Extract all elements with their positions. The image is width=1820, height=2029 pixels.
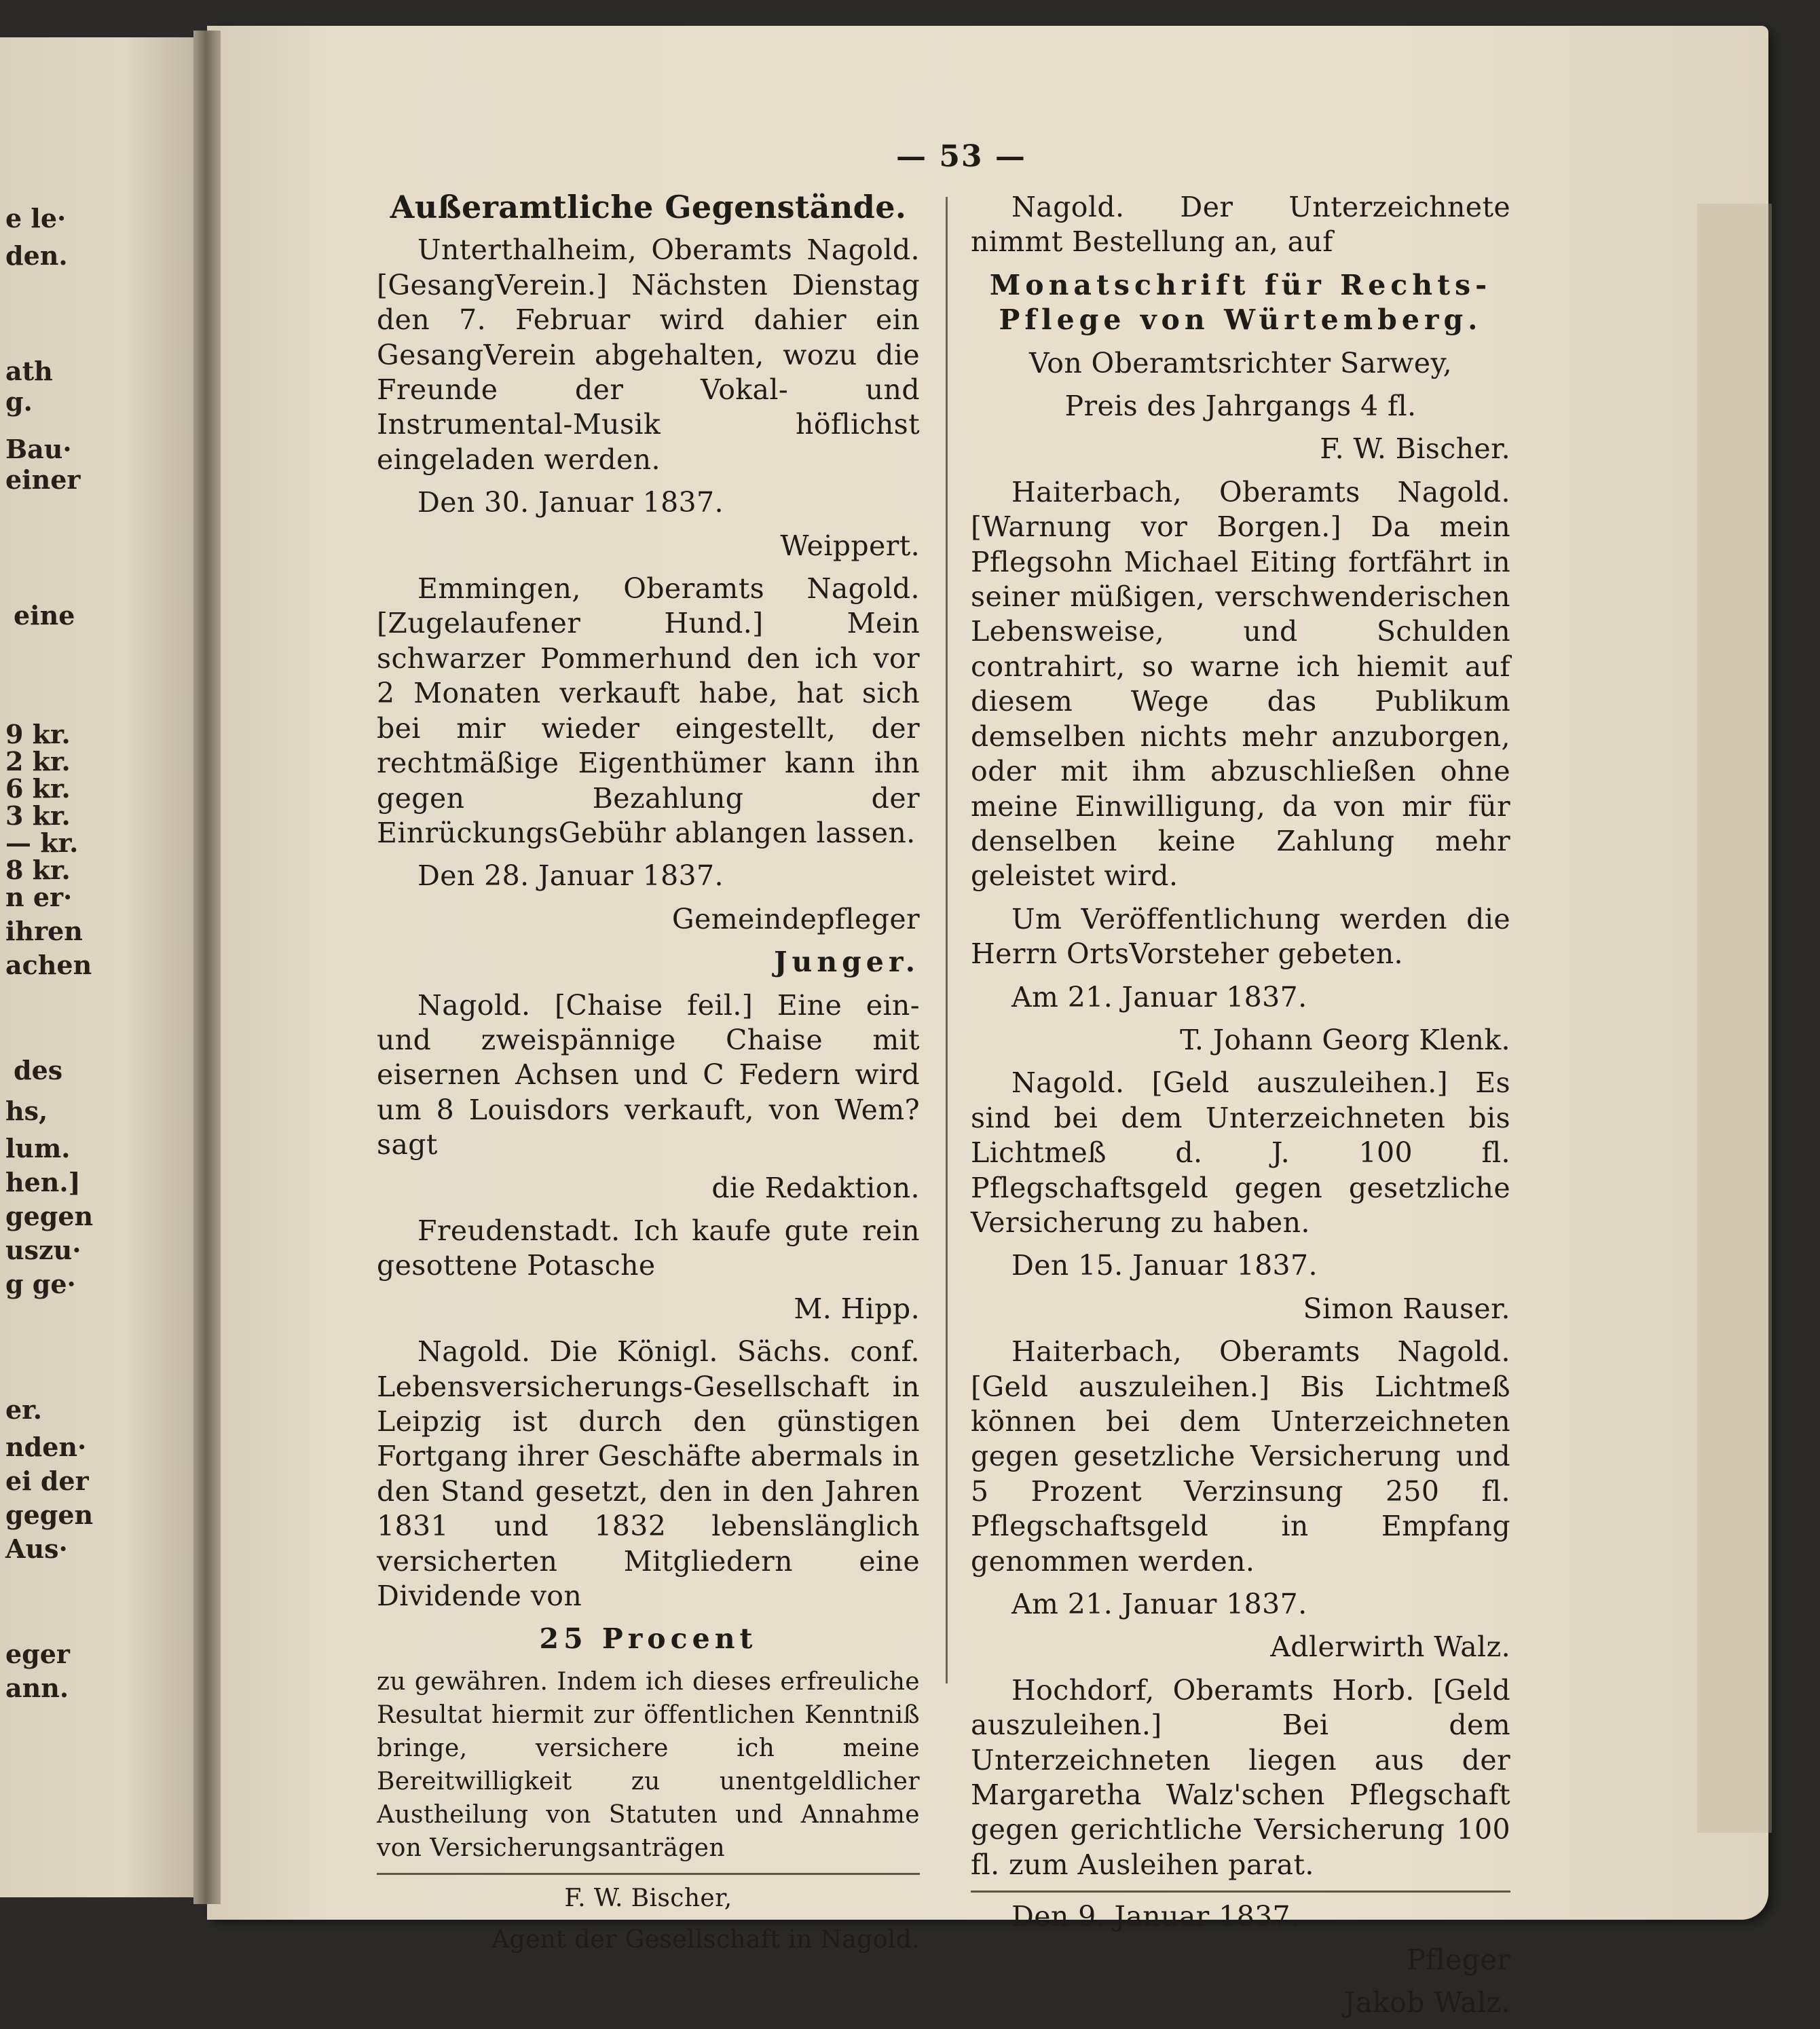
notice-date: Am 21. Januar 1837. <box>1011 1588 1307 1621</box>
column-divider <box>946 197 948 1683</box>
rule-line <box>971 1891 1510 1893</box>
left-fragment: e le· <box>5 203 67 234</box>
left-fragment: n er· <box>5 882 73 912</box>
notice-percent: 25 Procent <box>539 1622 758 1656</box>
paper-stain <box>1697 204 1772 1833</box>
left-fragment: g. <box>5 386 33 417</box>
left-fragment: lum. <box>5 1133 71 1164</box>
left-fragment: ath <box>5 356 53 386</box>
left-fragment: 6 kr. <box>5 773 71 804</box>
notice-hund: Emmingen, Oberamts Nagold. [Zugelaufener Hund.] Mein schwarzer Pommerhund den ich vor 2 Monaten verkauft habe, hat sich bei mir wieder eingestellt, der rechtmäßige Eigenthümer kann ihn gegen Bezahlung der EinrückungsGebühr ablangen lassen. <box>377 572 920 849</box>
notice-date: Den 9. Januar 1837. <box>1011 1900 1300 1933</box>
notice-signature: Junger. <box>774 946 920 979</box>
notice-geld-2: Haiterbach, Oberamts Nagold. [Geld auszuleihen.] Bis Lichtmeß können bei dem Unterzeichneten gegen gesetzliche Versicherung und 5 Prozent Verzinsung 250 fl. Pflegschaftsgeld in Empfang genommen werden. <box>971 1335 1510 1578</box>
left-page-edge <box>0 37 204 1897</box>
left-fragment: uszu· <box>5 1235 81 1265</box>
notice-date: Den 15. Januar 1837. <box>1011 1249 1318 1282</box>
left-fragment: ann. <box>5 1673 69 1703</box>
notice-signature: Jakob Walz. <box>1344 1986 1510 2019</box>
left-fragment: gegen <box>5 1201 94 1231</box>
left-fragment: 3 kr. <box>5 800 71 831</box>
left-fragment: 8 kr. <box>5 855 71 885</box>
notice-date: Am 21. Januar 1837. <box>1011 980 1307 1013</box>
book-gutter <box>193 31 221 1904</box>
notice-date: Den 30. Januar 1837. <box>417 486 724 519</box>
left-fragment: achen <box>5 950 92 980</box>
notice-signature: die Redaktion. <box>711 1171 920 1204</box>
left-fragment: den. <box>5 240 68 271</box>
notice-geld-3: Hochdorf, Oberamts Horb. [Geld auszuleihen.] Bei dem Unterzeichneten liegen aus der Margaretha Walz'schen Pflegschaft gegen gerichtliche Versicherung 100 fl. zum Ausleihen parat. <box>971 1673 1510 1881</box>
left-fragment: Aus· <box>5 1533 68 1564</box>
left-fragment: eine <box>14 600 75 631</box>
notice-signature: M. Hipp. <box>794 1292 920 1325</box>
left-fragment: des <box>14 1055 63 1085</box>
notice-signature-title: Agent der Gesellschaft in Nagold. <box>491 1925 920 1954</box>
notice-signature: F. W. Bischer. <box>1320 432 1510 466</box>
notice-date: Den 28. Januar 1837. <box>417 859 724 893</box>
left-fragment: nden· <box>5 1432 87 1462</box>
notice-potasche: Freudenstadt. Ich kaufe gute rein gesottene Potasche <box>377 1214 920 1282</box>
left-fragment: ei der <box>5 1466 89 1496</box>
left-fragment: 2 kr. <box>5 746 71 777</box>
notice-lebensversicherung-cont: zu gewähren. Indem ich dieses erfreuliche Resultat hiermit zur öffentlichen Kenntniß bringe, versichere ich meine Bereitwilligkeit zu unentgeldlicher Austheilung von Statuten und Annahme von Versicherungsanträgen <box>377 1667 920 1862</box>
notice-gesangverein: Unterthalheim, Oberamts Nagold. [GesangVerein.] Nächsten Dienstag den 7. Februar wird dahier ein GesangVerein abgehalten, wozu die Freunde der Vokal- und Instrumental-Musik höflichst eingeladen werden. <box>377 234 920 476</box>
notice-geld-1: Nagold. [Geld auszuleihen.] Es sind bei dem Unterzeichneten bis Lichtmeß d. J. 100 fl. Pflegschaftsgeld gegen gesetzliche Versicherung zu haben. <box>971 1066 1510 1239</box>
left-fragment: einer <box>5 464 81 495</box>
notice-signature: Weippert. <box>780 529 920 562</box>
left-fragment: 9 kr. <box>5 719 71 749</box>
notice-title: Monatschrift für Rechts-Pflege von Würtemberg. <box>989 268 1492 337</box>
notice-signature: T. Johann Georg Klenk. <box>1180 1023 1510 1056</box>
left-fragment: hen.] <box>5 1167 81 1197</box>
left-fragment: gegen <box>5 1500 94 1530</box>
notice-signature-title: Gemeindepfleger <box>671 902 920 935</box>
section-heading: Außeramtliche Gegenstände. <box>390 189 907 225</box>
notice-request: Um Veröffentlichung werden die Herrn OrtsVorsteher gebeten. <box>971 902 1510 971</box>
notice-signature: Adlerwirth Walz. <box>1270 1631 1510 1664</box>
notice-author: Von Oberamtsrichter Sarwey, <box>1028 346 1453 379</box>
left-fragment: hs, <box>5 1096 48 1126</box>
notice-signature: Simon Rauser. <box>1303 1292 1510 1325</box>
left-fragment: g ge· <box>5 1269 76 1299</box>
left-column <box>377 190 920 1965</box>
notice-monatschrift: Nagold. Der Unterzeichnete nimmt Bestellung an, auf <box>971 191 1510 259</box>
left-fragment: — kr. <box>5 827 79 858</box>
notice-signature-title: Pfleger <box>1406 1943 1510 1976</box>
notice-warnung: Haiterbach, Oberamts Nagold. [Warnung vor Borgen.] Da mein Pflegsohn Michael Eiting fortfährt in seiner müßigen, verschwenderischen Lebensweise, und Schulden contrahirt, so warne ich hiemit auf diesem Wege das Publikum demselben nichts mehr anzuborgen, oder mit ihm abzuschließen ohne meine Einwilligung, da von mir für denselben keine Zahlung mehr geleistet wird. <box>971 475 1510 893</box>
left-fragment: ihren <box>5 916 83 946</box>
notice-lebensversicherung: Nagold. Die Königl. Sächs. conf. Lebensversicherungs-Gesellschaft in Leipzig ist durch den günstigen Fortgang ihrer Geschäfte abermals in den Stand gesetzt, den in den Jahren 1831 und 1832 lebenslänglich versicherten Mitgliedern eine Dividende von <box>377 1335 920 1613</box>
notice-price: Preis des Jahrgangs 4 fl. <box>1064 390 1417 423</box>
left-fragment: Bau· <box>5 434 72 464</box>
page-number: — 53 — <box>896 139 1026 174</box>
left-fragment: er. <box>5 1394 42 1425</box>
rule-line <box>377 1873 920 1875</box>
notice-chaise: Nagold. [Chaise feil.] Eine ein- und zweispännige Chaise mit eisernen Achsen und C Federn wird um 8 Louisdors verkauft, von Wem? sagt <box>377 988 920 1161</box>
left-fragment: eger <box>5 1639 70 1669</box>
right-column <box>971 190 1510 2029</box>
notice-signature: F. W. Bischer, <box>564 1884 732 1912</box>
